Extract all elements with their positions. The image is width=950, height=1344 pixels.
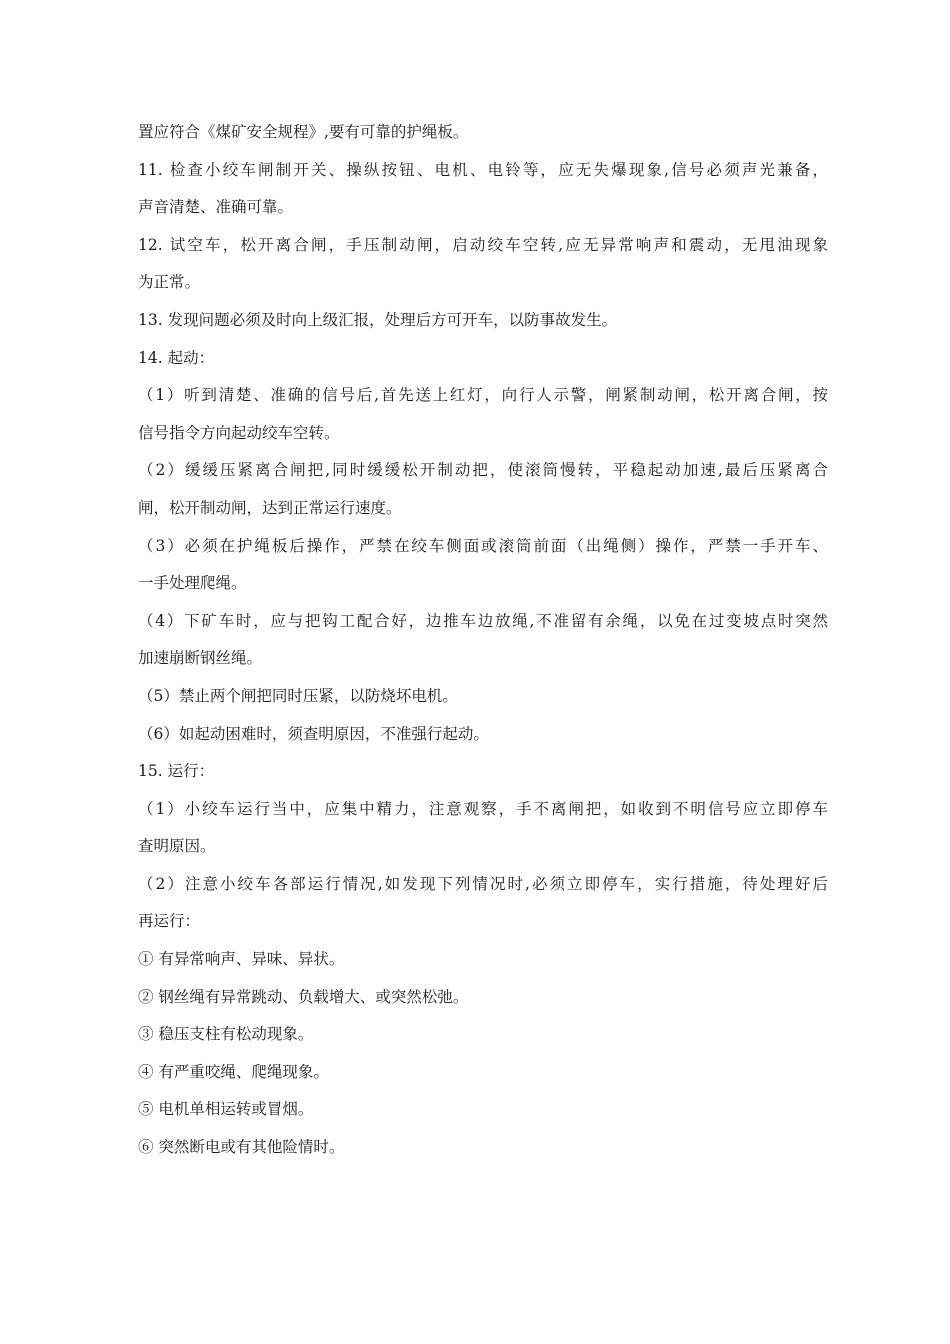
text-line: 闸，松开制动闸，达到正常运行速度。 — [138, 498, 402, 517]
section-heading: 15. 运行： — [138, 762, 215, 781]
list-item: ⑤ 电机单相运转或冒烟。 — [138, 1100, 314, 1119]
text-line: 12. 试空车，松开离合闸，手压制动闸，启动绞车空转,应无异常响声和震动，无甩油现象 — [138, 235, 828, 254]
text-line: 加速崩断钢丝绳。 — [138, 649, 263, 668]
text-line: 13. 发现问题必须及时向上级汇报，处理后方可开车，以防事故发生。 — [138, 310, 618, 329]
text-line: 置应符合《煤矿安全规程》,要有可靠的护绳板。 — [138, 123, 469, 141]
text-line: 为正常。 — [138, 273, 201, 292]
text-line: （2）注意小绞车各部运行情况,如发现下列情况时,必须立即停车，实行措施，待处理好后 — [138, 874, 828, 893]
text-line: （3）必须在护绳板后操作，严禁在绞车侧面或滚筒前面（出绳侧）操作，严禁一手开车、 — [138, 536, 828, 555]
list-item: ⑥ 突然断电或有其他险情时。 — [138, 1138, 345, 1157]
text-line: 再运行： — [138, 912, 201, 931]
section-heading: 14. 起动： — [138, 348, 215, 367]
text-line: （1）小绞车运行当中，应集中精力，注意观察，手不离闸把，如收到不明信号应立即停车 — [138, 799, 828, 818]
list-item: ④ 有严重咬绳、爬绳现象。 — [138, 1062, 329, 1081]
text-line: 声音清楚、准确可靠。 — [138, 198, 294, 217]
text-line: （6）如起动困难时，须查明原因，不准强行起动。 — [138, 724, 489, 743]
text-line: （2）缓缓压紧离合闸把,同时缓缓松开制动把，使滚筒慢转，平稳起动加速,最后压紧离合 — [138, 461, 828, 480]
text-line: 一手处理爬绳。 — [138, 574, 247, 593]
list-item: ② 钢丝绳有异常跳动、负载增大、或突然松弛。 — [138, 987, 469, 1006]
list-item: ① 有异常响声、异味、异状。 — [138, 950, 345, 969]
text-line: （4）下矿车时，应与把钩工配合好，边推车边放绳,不准留有余绳，以免在过变坡点时突然 — [138, 611, 828, 630]
text-line: （5）禁止两个闸把同时压紧，以防烧坏电机。 — [138, 686, 458, 705]
text-line: 查明原因。 — [138, 837, 216, 856]
text-line: 信号指令方向起动绞车空转。 — [138, 423, 340, 442]
document-body — [138, 114, 828, 1167]
list-item: ③ 稳压支柱有松动现象。 — [138, 1025, 314, 1044]
text-line: 11. 检查小绞车闸制开关、操纵按钮、电机、电铃等，应无失爆现象,信号必须声光兼备， — [138, 160, 828, 179]
text-line: （1）听到清楚、准确的信号后,首先送上红灯，向行人示警，闸紧制动闸，松开离合闸，按 — [138, 386, 828, 405]
